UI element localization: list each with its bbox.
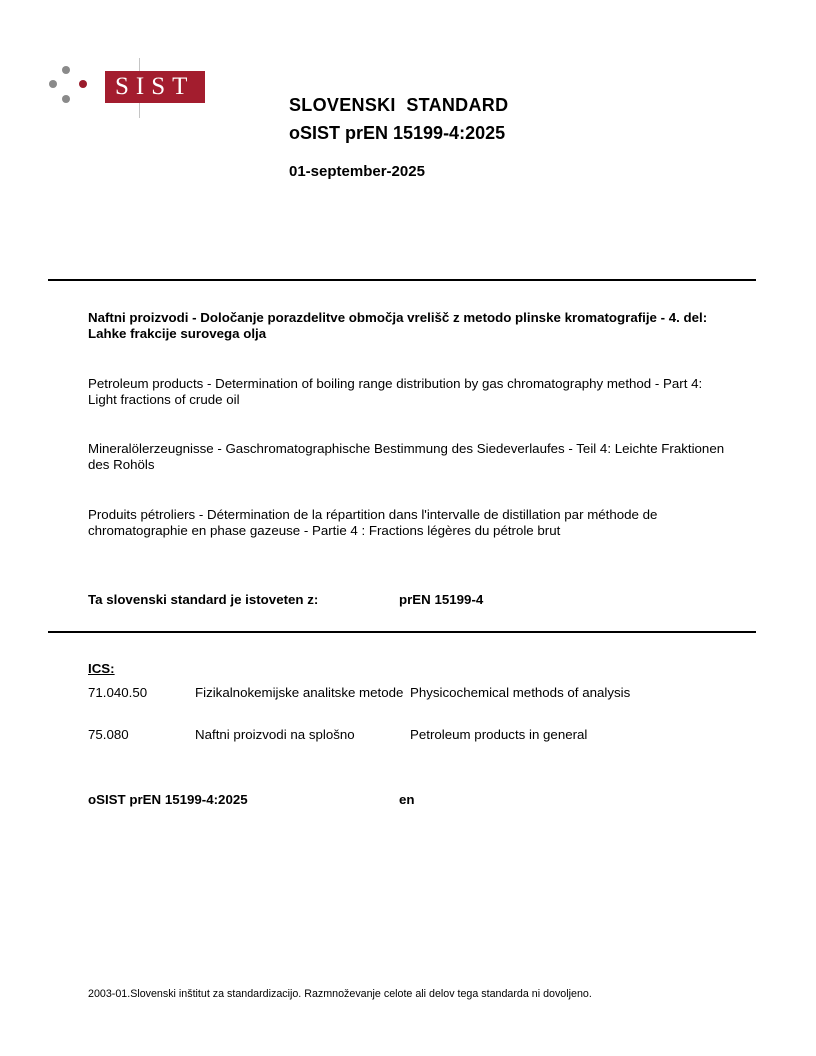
logo-wordmark: SIST (105, 71, 205, 103)
ics-description-en: Physicochemical methods of analysis (410, 685, 631, 700)
standard-code: oSIST prEN 15199-4:2025 (289, 123, 506, 143)
title-french: Produits pétroliers - Détermination de la répartition dans l'intervalle de distillation par méthode de chromatographie en phase gazeuse - Partie 4 : Fractions légères du pétrole brut (88, 507, 658, 538)
logo-dot (62, 66, 70, 74)
divider-top (48, 279, 756, 281)
document-type-title: SLOVENSKI STANDARD (289, 95, 509, 115)
divider-bottom (48, 631, 756, 633)
logo-dot (62, 95, 70, 103)
ics-code: 75.080 (88, 727, 129, 742)
ics-description-en: Petroleum products in general (410, 727, 588, 742)
ics-code: 71.040.50 (88, 685, 148, 700)
ics-description-sl: Fizikalnokemijske analitske metode (195, 685, 404, 700)
ics-label: ICS: (88, 661, 115, 676)
logo-dot (49, 80, 57, 88)
identity-label: Ta slovenski standard je istoveten z: (88, 592, 319, 607)
logo-dot-accent (79, 80, 87, 88)
sist-logo (47, 62, 207, 122)
title-slovenian: Naftni proizvodi - Določanje porazdelitve območja vrelišč z metodo plinske kromatografije - 4. del: Lahke frakcije surovega olja (88, 310, 708, 341)
footer-standard-code: oSIST prEN 15199-4:2025 (88, 792, 248, 807)
title-english: Petroleum products - Determination of boiling range distribution by gas chromatography method - Part 4: Light fractions of crude oil (88, 376, 703, 407)
publication-date: 01-september-2025 (289, 163, 425, 180)
ics-description-sl: Naftni proizvodi na splošno (195, 727, 355, 742)
copyright-notice: 2003-01.Slovenski inštitut za standardizacijo. Razmnoževanje celote ali delov tega standarda ni dovoljeno. (88, 988, 592, 1000)
identity-value: prEN 15199-4 (399, 592, 484, 607)
footer-language: en (399, 792, 415, 807)
title-german: Mineralölerzeugnisse - Gaschromatographische Bestimmung des Siedeverlaufes - Teil 4: Leichte Fraktionen des Rohöls (88, 441, 725, 472)
